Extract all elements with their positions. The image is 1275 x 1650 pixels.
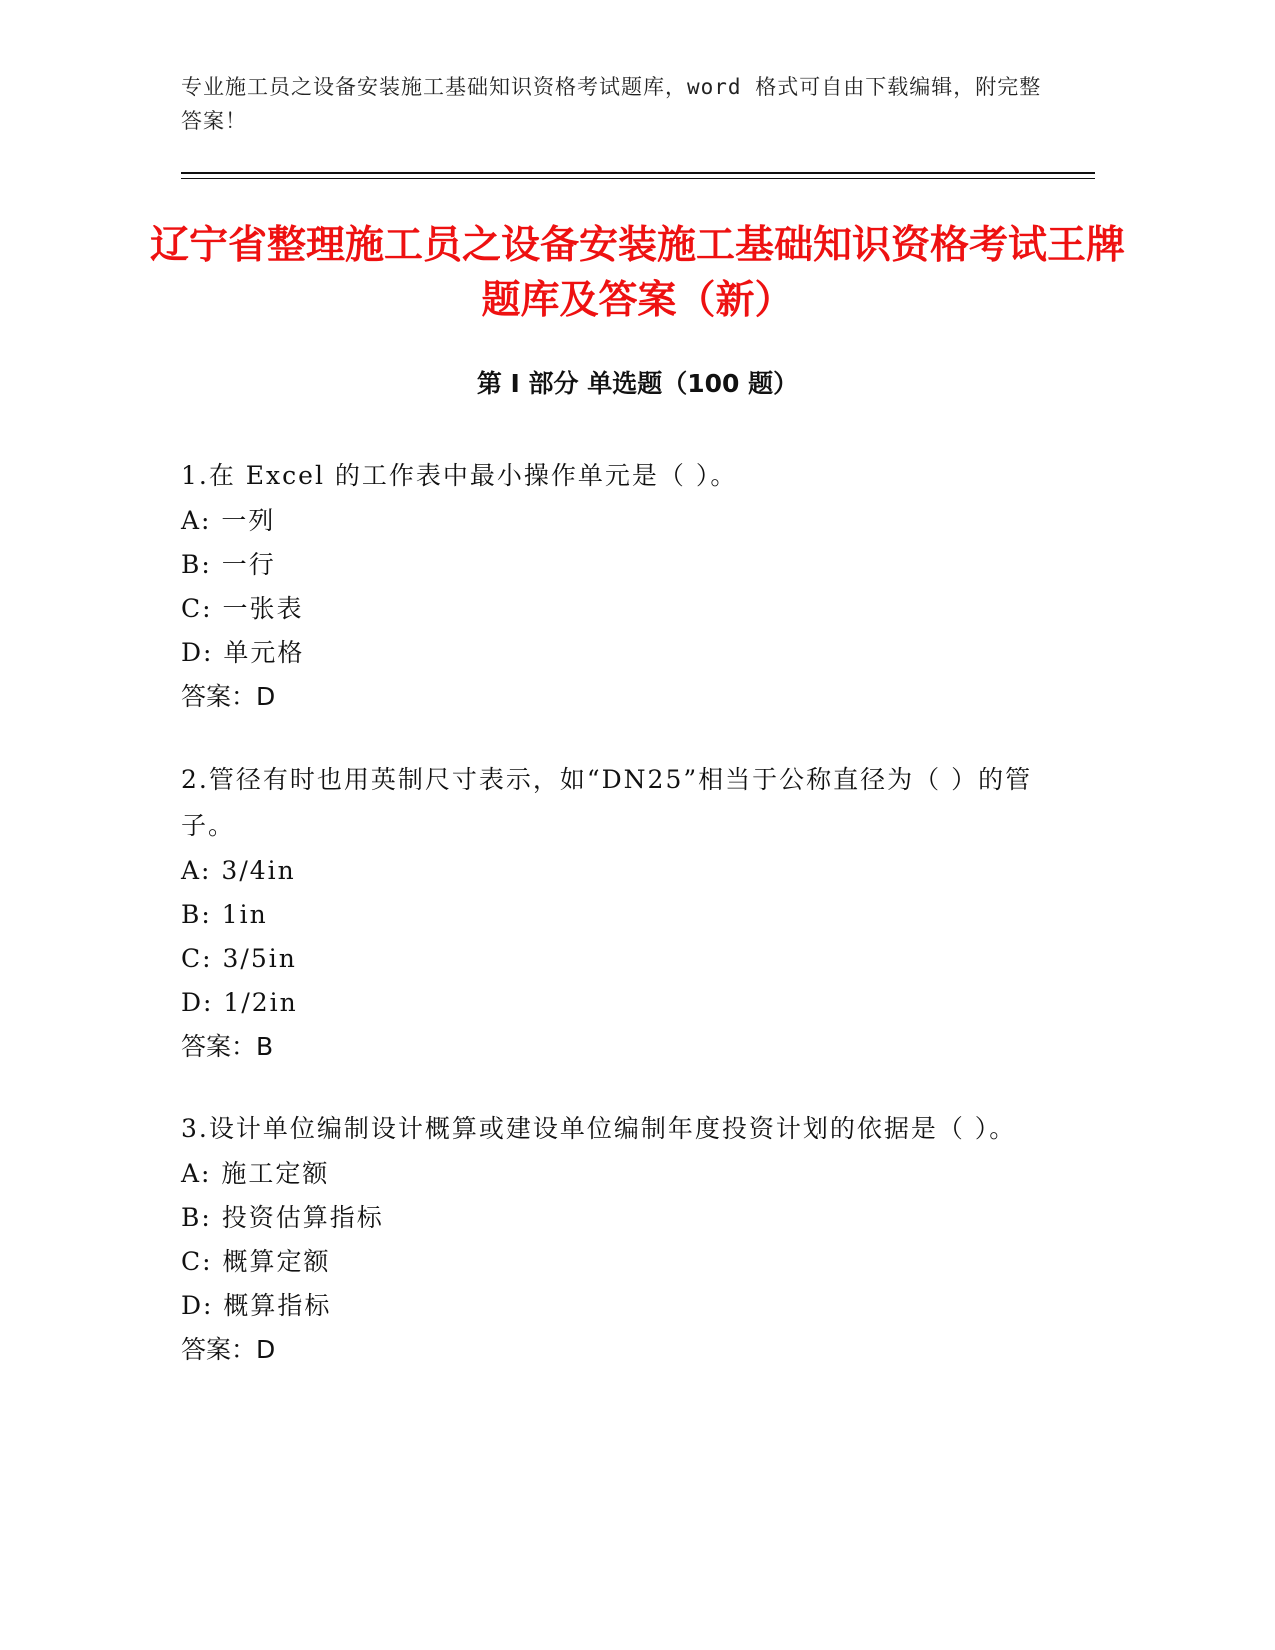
option-c: C: 一张表: [181, 594, 304, 623]
option-b: B: 1in: [181, 900, 268, 929]
header-divider-thick: [181, 172, 1095, 174]
option-a: A: 施工定额: [181, 1159, 330, 1188]
document-title: 辽宁省整理施工员之设备安装施工基础知识资格考试王牌题库及答案（新）: [150, 223, 1126, 323]
option-d: D: 单元格: [181, 638, 305, 667]
question-3: [181, 1106, 1061, 1372]
option-d: D: 概算指标: [181, 1291, 332, 1320]
header-divider-thin: [181, 178, 1095, 179]
section-title: 第 I 部分 单选题（100 题）: [476, 369, 799, 398]
option-b: B: 投资估算指标: [181, 1203, 384, 1232]
answer: 答案：D: [181, 1335, 276, 1364]
option-c: C: 3/5in: [181, 944, 297, 973]
header-note: 专业施工员之设备安装施工基础知识资格考试题库，word 格式可自由下载编辑，附完整答案！: [181, 75, 1042, 133]
question-1: [181, 453, 1061, 719]
question-2: [181, 757, 1061, 1069]
question-stem: 1.在 Excel 的工作表中最小操作单元是（ ）。: [181, 461, 738, 490]
option-a: A: 3/4in: [181, 856, 296, 885]
answer: 答案：B: [181, 1032, 274, 1061]
option-d: D: 1/2in: [181, 988, 298, 1017]
question-stem: 2.管径有时也用英制尺寸表示，如“DN25”相当于公称直径为（ ）的管子。: [181, 765, 1033, 840]
option-c: C: 概算定额: [181, 1247, 331, 1276]
answer: 答案：D: [181, 682, 276, 711]
option-b: B: 一行: [181, 550, 276, 579]
question-stem: 3.设计单位编制设计概算或建设单位编制年度投资计划的依据是（ ）。: [181, 1114, 1017, 1143]
option-a: A: 一列: [181, 506, 276, 535]
